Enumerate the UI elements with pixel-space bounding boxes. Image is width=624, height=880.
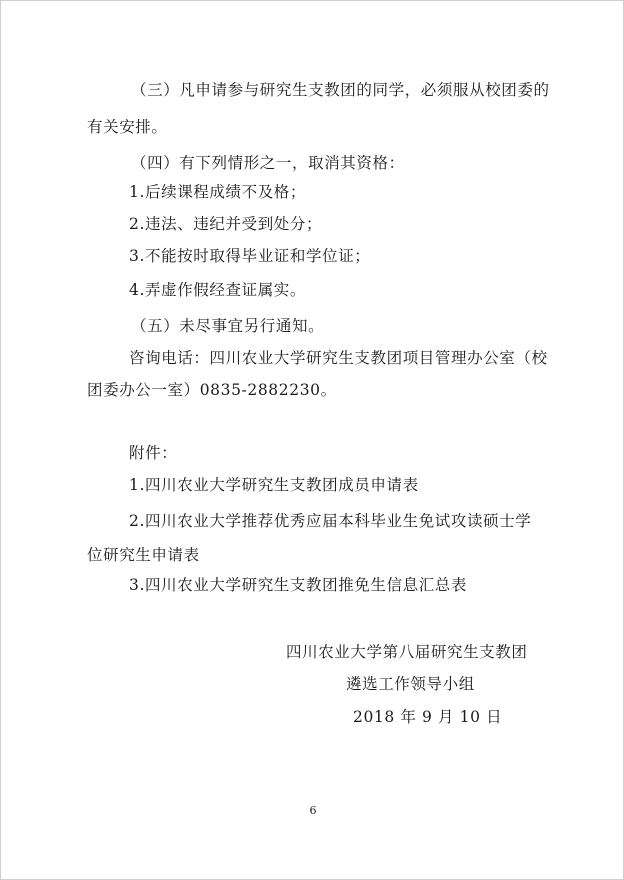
clause-4-item-3: 3.不能按时取得毕业证和学位证； <box>129 247 371 265</box>
clause-5: （五）未尽事宜另行通知。 <box>131 317 325 335</box>
signature-date: 2018 年 9 月 10 日 <box>353 708 503 726</box>
attachment-item-2-line-2: 位研究生申请表 <box>87 546 200 564</box>
signature-group: 遴选工作领导小组 <box>346 675 475 693</box>
clause-3-line-2: 有关安排。 <box>87 118 168 136</box>
attachment-item-1: 1.四川农业大学研究生支教团成员申请表 <box>129 476 419 494</box>
clause-4-item-2: 2.违法、违纪并受到处分； <box>129 215 323 233</box>
attachments-heading: 附件： <box>129 444 178 462</box>
attachment-item-3: 3.四川农业大学研究生支教团推免生信息汇总表 <box>129 576 467 594</box>
attachment-item-2-line-1: 2.四川农业大学推荐优秀应届本科毕业生免试攻读硕士学 <box>129 512 532 530</box>
contact-line-2: 团委办公一室）0835-2882230。 <box>87 381 337 399</box>
clause-3-line-1: （三）凡申请参与研究生支教团的同学，必须服从校团委的 <box>131 81 550 99</box>
clause-4-item-1: 1.后续课程成绩不及格； <box>129 183 306 201</box>
signature-organization: 四川农业大学第八届研究生支教团 <box>286 643 528 661</box>
page-number: 6 <box>309 804 317 817</box>
contact-line-1: 咨询电话：四川农业大学研究生支教团项目管理办公室（校 <box>129 349 548 367</box>
clause-4-item-4: 4.弄虚作假经查证属实。 <box>129 281 306 299</box>
clause-4-heading: （四）有下列情形之一，取消其资格： <box>131 154 405 172</box>
